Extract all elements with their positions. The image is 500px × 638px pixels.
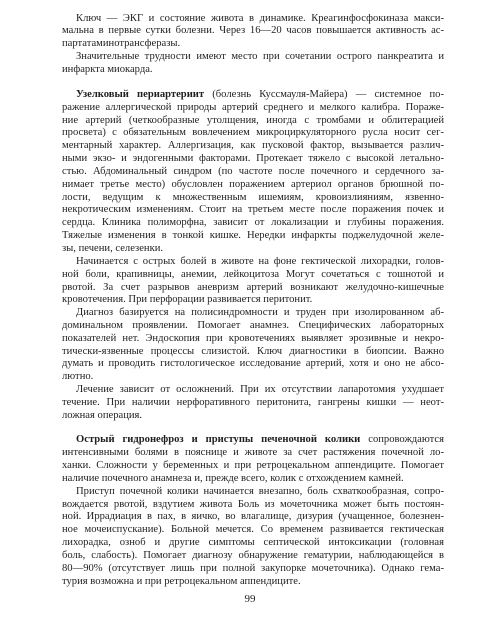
text-line: Ключ — ЭКГ и состояние живота в динамике. Креагинфосфокиназа макси-	[76, 12, 444, 24]
text-line: Диагноз базируется на полисиндромности и труден при изолированном аб-	[76, 307, 444, 319]
text-line: Значительные трудности имеют место при сочетании острого панкреатита и	[76, 51, 444, 63]
text-line: ной. Иррадиация в пах, в яичко, во влагалище, дизурия (учащенное, болезнен-	[62, 511, 444, 523]
text-fragment: (болезнь Куссмауля-Майера) — системное по-	[204, 88, 445, 100]
paragraph-onset	[62, 256, 444, 307]
text-line: сердца. Клиника полиморфна, зависит от локализации и глубины поражения.	[62, 217, 444, 229]
text-line: рвотой. За счет разрывов аневризм артерий возникают желудочно-кишечные	[62, 281, 444, 293]
text-line: ние артерий (четкообразные утолщения, иногда с тромбами и облитерацией	[62, 114, 444, 126]
text-line: Тяжелые изменения в тонкой кишке. Нередки инфаркты поджелудочной желе-	[62, 230, 444, 242]
text-line: лютно.	[62, 371, 94, 383]
text-fragment: сопровождаются	[360, 434, 444, 446]
paragraph-renal-colic	[62, 486, 444, 589]
text-line: Лечение зависит от осложнений. При их отсутствии лапаротомия ухудшает	[76, 384, 444, 396]
paragraph-hydronephrosis	[62, 434, 444, 485]
text-line: ражение аллергической природы артерий среднего и мелкого калибра. Пораже-	[62, 101, 444, 113]
text-line: боль, слабость). Помогает диагнозу обнаружение гематурии, наблюдающейся в	[62, 549, 444, 561]
text-line: течение. При наличии нерфоративного перитонита, гангрены кишки — неот-	[62, 397, 444, 409]
text-line: лихорадка, озноб и другие симптомы септической интоксикации (головная	[62, 537, 444, 549]
paragraph-periarteritis-nodosa	[62, 89, 444, 256]
text-line: показателей нет. Эндоскопия при кровотечениях выявляет эрозивные и некро-	[62, 332, 444, 344]
text-line: интенсивными болями в пояснице и животе за счет растяжения почечной ло-	[62, 447, 444, 459]
paragraph-pancreatitis-infarction	[62, 51, 444, 77]
text-line: ное мочеиспускание). Больной мечется. Со временем развивается гектическая	[62, 524, 444, 536]
text-line: стью. Абдоминальный синдром (по частоте после почечного и сердечного за-	[62, 165, 444, 177]
text-line: партатаминотрансферазы.	[62, 38, 181, 50]
paragraph-ecg-key	[62, 13, 444, 52]
text-line: кровотечения. При перфорации развивается перитонит.	[62, 294, 313, 306]
section-heading: Острый гидронефроз и приступы печеночной колики	[76, 434, 361, 446]
text-line: ментарный характер. Аллергизация, как пусковой фактор, вызывается различ-	[62, 140, 444, 152]
text-line	[62, 89, 444, 102]
text-line: ной боли, крапивницы, анемии, лейкоцитоза Могут сочетаться с тошнотой и	[62, 268, 444, 280]
text-line: нимает третье место) обусловлен поражением артериол органов брюшной по-	[62, 178, 444, 190]
text-line	[62, 434, 444, 447]
text-line: некротическим изменениям. Стоит на третьем месте после поражения почек и	[62, 204, 444, 216]
text-line: мальна в первые сутки болезни. Через 16—20 часов повышается активность ас-	[62, 25, 444, 37]
text-line: вождается рвотой, вздутием живота Боль из мочеточника может быть постоян-	[62, 498, 444, 510]
text-line: Начинается с острых болей в животе на фоне гектической лихорадки, голов-	[76, 255, 444, 267]
text-line: наличие почечного анамнеза и, прежде всего, колик с отхождением камней.	[62, 473, 404, 485]
text-line: турия возможна и при ретроцекальном аппендиците.	[62, 575, 301, 587]
text-line: лости, ведущим к множественным ишемиям, кровоизлияниям, язвенно-	[62, 191, 444, 203]
text-line: ными экзо- и эндогенными факторами. Протекает тяжело с высокой летально-	[62, 153, 444, 165]
text-line: 80—90% (отсутствует лишь при полной закупорке мочеточника). Однако гема-	[62, 562, 444, 574]
text-line: тически-язвенные процессы слизистой. Ключ диагностики в биопсии. Важно	[62, 345, 444, 357]
text-line: зы, печени, селезенки.	[62, 242, 164, 254]
text-line: ложная операция.	[62, 409, 143, 421]
text-line: Приступ почечной колики начинается внезапно, боль схваткообразная, сопро-	[76, 485, 444, 497]
page-number: 99	[244, 593, 256, 605]
text-line: доминальном проявлении. Помогает анамнез. Специфических лабораторных	[62, 319, 444, 331]
paragraph-diagnosis	[62, 307, 444, 384]
text-line: инфаркта миокарда.	[62, 64, 153, 75]
text-line: ханки. Сложности у беременных и при ретроцекальном аппендиците. Помогает	[62, 460, 444, 472]
paragraph-treatment	[62, 384, 444, 423]
text-line: думать и проводить гистологическое исследование артерий, хотя и оно не абсо-	[62, 358, 444, 370]
section-heading: Узелковый периартериит	[76, 88, 205, 100]
text-line: просвета) с обязательным вовлечением микроциркуляторного русла носит сег-	[62, 127, 444, 139]
